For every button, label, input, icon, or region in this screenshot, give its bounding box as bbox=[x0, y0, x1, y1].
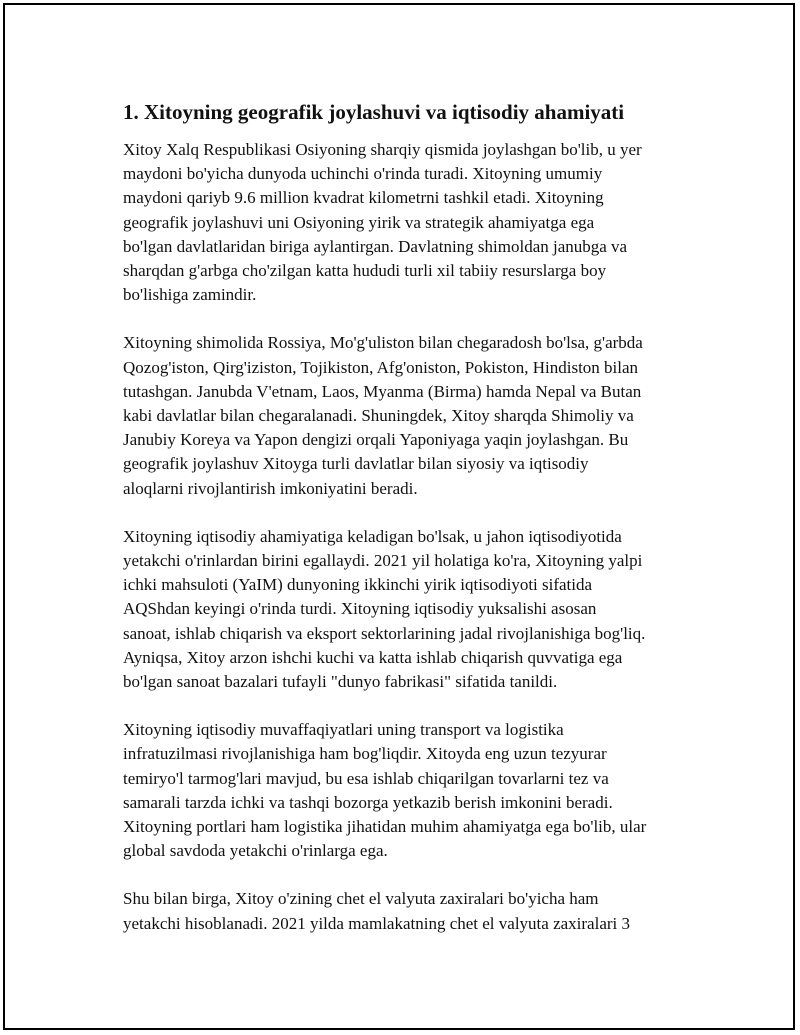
document-body bbox=[123, 98, 703, 960]
text-line: global savdoda yetakchi o'rinlarga ega. bbox=[123, 841, 388, 861]
page-frame bbox=[3, 3, 795, 1030]
text-line: infratuzilmasi rivojlanishiga ham bog'liqdir. Xitoyda eng uzun tezyurar bbox=[123, 744, 607, 764]
text-line: samarali tarzda ichki va tashqi bozorga yetkazib berish imkonini beradi. bbox=[123, 792, 613, 812]
text-line: Shu bilan birga, Xitoy o'zining chet el valyuta zaxiralari bo'yicha ham bbox=[123, 889, 599, 909]
text-line: Xitoyning portlari ham logistika jihatidan muhim ahamiyatga ega bo'lib, ular bbox=[123, 817, 647, 837]
text-line: Qozog'iston, Qirg'iziston, Tojikiston, Afg'oniston, Pokiston, Hindiston bilan bbox=[123, 357, 639, 377]
text-line: geografik joylashuvi uni Osiyoning yirik va strategik ahamiyatga ega bbox=[123, 212, 595, 232]
text-line: maydoni qariyb 9.6 million kvadrat kilometrni tashkil etadi. Xitoyning bbox=[123, 188, 604, 208]
section-heading: 1. Xitoyning geografik joylashuvi va iqtisodiy ahamiyati bbox=[123, 100, 625, 124]
text-line: tutashgan. Janubda V'etnam, Laos, Myanma (Birma) hamda Nepal va Butan bbox=[123, 381, 642, 401]
text-line: yetakchi hisoblanadi. 2021 yilda mamlakatning chet el valyuta zaxiralari 3 bbox=[123, 913, 630, 933]
text-line: yetakchi o'rinlardan birini egallaydi. 2021 yil holatiga ko'ra, Xitoyning yalpi bbox=[123, 551, 643, 571]
text-line: bo'lgan davlatlaridan biriga aylantirgan. Davlatning shimoldan janubga va bbox=[123, 236, 628, 256]
text-line: temiryo'l tarmog'lari mavjud, bu esa ishlab chiqarilgan tovarlarni tez va bbox=[123, 768, 609, 788]
text-line: kabi davlatlar bilan chegaralanadi. Shuningdek, Xitoy sharqda Shimoliy va bbox=[123, 406, 634, 426]
text-line: sanoat, ishlab chiqarish va eksport sektorlarining jadal rivojlanishiga bog'liq. bbox=[123, 623, 646, 643]
paragraph bbox=[123, 331, 703, 500]
text-line: Ayniqsa, Xitoy arzon ishchi kuchi va katta ishlab chiqarish quvvatiga ega bbox=[123, 647, 623, 667]
text-line: Xitoyning iqtisodiy ahamiyatiga keladigan bo'lsak, u jahon iqtisodiyotida bbox=[123, 526, 622, 546]
paragraph bbox=[123, 718, 703, 863]
paragraph bbox=[123, 138, 703, 307]
text-line: ichki mahsuloti (YaIM) dunyoning ikkinchi yirik iqtisodiyoti sifatida bbox=[123, 575, 593, 595]
text-line: Xitoyning iqtisodiy muvaffaqiyatlari uning transport va logistika bbox=[123, 720, 564, 740]
text-line: geografik joylashuv Xitoyga turli davlatlar bilan siyosiy va iqtisodiy bbox=[123, 454, 589, 474]
paragraph bbox=[123, 887, 703, 935]
text-line: sharqdan g'arbga cho'zilgan katta hududi turli xil tabiiy resurslarga boy bbox=[123, 261, 607, 281]
text-line: Janubiy Koreya va Yapon dengizi orqali Yaponiyaga yaqin joylashgan. Bu bbox=[123, 430, 629, 450]
text-line: Xitoyning shimolida Rossiya, Mo'g'uliston bilan chegaradosh bo'lsa, g'arbda bbox=[123, 333, 643, 353]
text-line: Xitoy Xalq Respublikasi Osiyoning sharqiy qismida joylashgan bo'lib, u yer bbox=[123, 140, 642, 159]
paragraph bbox=[123, 525, 703, 694]
text-line: bo'lgan sanoat bazalari tufayli "dunyo fabrikasi" sifatida tanildi. bbox=[123, 672, 558, 692]
text-line: AQShdan keyingi o'rinda turdi. Xitoyning iqtisodiy yuksalishi asosan bbox=[123, 599, 597, 619]
text-line: bo'lishiga zamindir. bbox=[123, 285, 257, 305]
text-line: aloqlarni rivojlantirish imkoniyatini beradi. bbox=[123, 478, 418, 498]
text-line: maydoni bo'yicha dunyoda uchinchi o'rinda turadi. Xitoyning umumiy bbox=[123, 164, 603, 184]
